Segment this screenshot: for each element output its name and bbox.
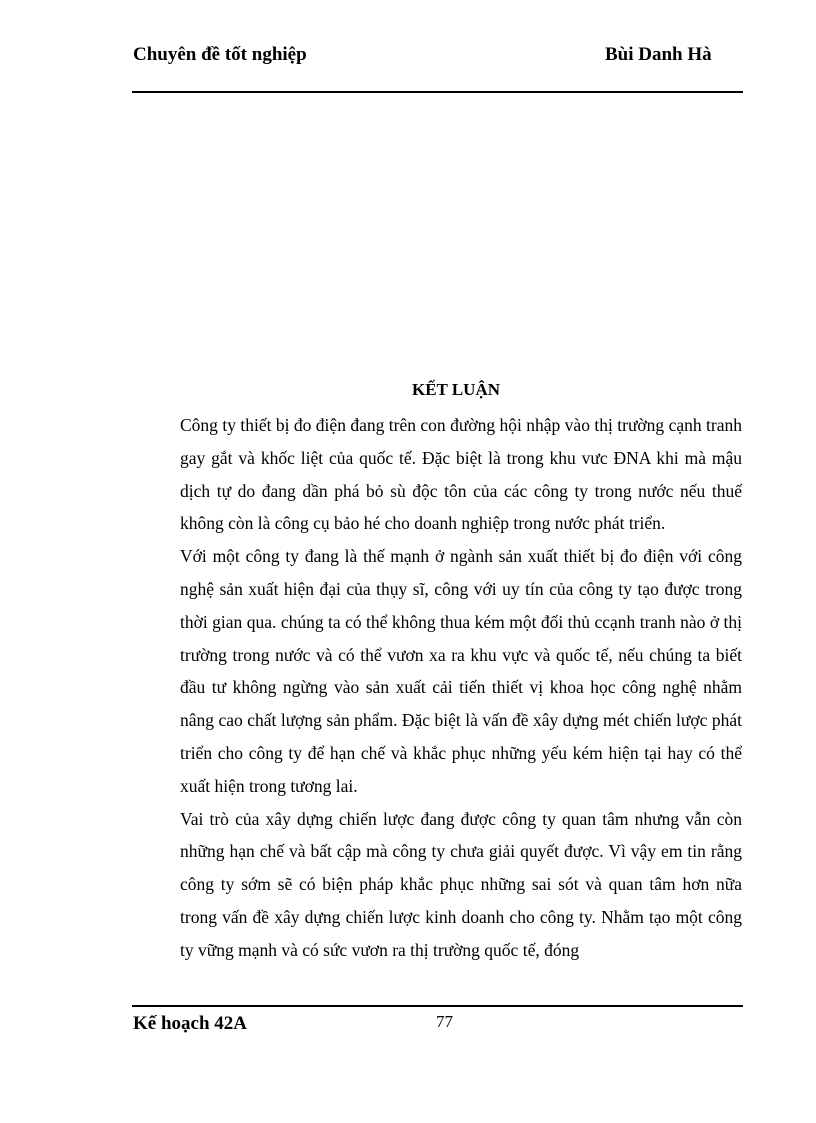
paragraph-2: Với một công ty đang là thế mạnh ở ngành sản xuất thiết bị đo điện với công nghệ sản xuất hiện đại của thụy sĩ, công với uy tín của công ty tạo được trong thời gian qua. chúng ta có thể không thua kém một đối thủ ccạnh tranh nào ở thị trường trong nước và có thể vươn xa ra khu vực và quốc tế, nếu chúng ta biết đầu tư không ngừng vào sản xuất cải tiến thiết vị khoa học công nghệ nhằm nâng cao chất lượng sản phẩm. Đặc biệt là vấn đề xây dựng mét chiến lược phát triển cho công ty để hạn chế và khắc phục những yếu kém hiện tại hay có thể xuất hiện trong tương lai. xyxy=(180,546,742,796)
header-left-title: Chuyên đề tốt nghiệp xyxy=(133,44,307,65)
footer-divider xyxy=(132,1005,743,1007)
paragraph-3: Vai trò của xây dựng chiến lược đang được công ty quan tâm nhưng vẫn còn những hạn chế và bất cập mà công ty chưa giải quyết được. Vì vậy em tin rằng công ty sớm sẽ có biện pháp khắc phục những sai sót và quan tâm hơn nữa trong vấn đề xây dựng chiến lược kinh doanh cho công ty. Nhằm tạo một công ty vững mạnh và có sức vươn ra thị trường quốc tế, đóng xyxy=(180,808,742,960)
header-divider xyxy=(132,91,743,93)
header-author: Bùi Danh Hà xyxy=(605,44,712,65)
page-number: 77 xyxy=(436,1012,453,1031)
paragraph-1: Công ty thiết bị đo điện đang trên con đường hội nhập vào thị trường cạnh tranh gay gắt và khốc liệt của quốc tế. Đặc biệt là trong khu vưc ĐNA khi mà mậu dịch tự do đang dần phá bỏ sù độc tôn của các công ty trong nước nếu thuế không còn là công cụ bảo hé cho doanh nghiệp trong nước phát triển. xyxy=(180,415,742,534)
body-text xyxy=(180,409,742,967)
section-title: KẾT LUẬN xyxy=(411,380,500,399)
footer-class-label: Kế hoạch 42A xyxy=(133,1013,247,1034)
